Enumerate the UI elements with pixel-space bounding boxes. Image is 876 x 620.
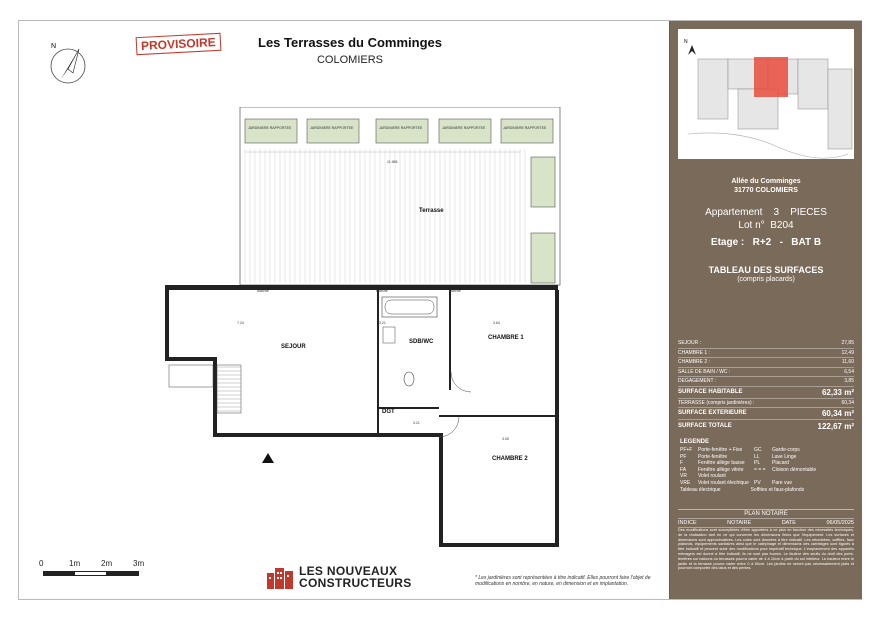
planter-top-4	[439, 119, 491, 143]
legend-title: LEGENDE	[680, 439, 710, 445]
planter-label-2: JARDINIERE RAPPORTEE	[310, 126, 354, 130]
bat-sep: -	[779, 237, 783, 248]
legend-grid: PF+F Porte-fenêtre + Fixe GC Garde-corps PF Porte-fenêtre LL Lave Linge F Fenêtre allège basse PL Placard FA Fenêtre allège vitrée = = = Cloison démontable VR Volet roulant VRE Volet roulant électrique PV Pare vue	[680, 447, 817, 486]
pieces-label: PIECES	[790, 207, 827, 218]
dim-sejour: 7.24	[237, 321, 244, 325]
scale-label-1: 1m	[69, 559, 81, 568]
door-chambre1	[451, 372, 471, 392]
surface-row: SEJOUR : 27,85	[678, 339, 854, 349]
room-label-terrasse: Terrasse	[419, 208, 444, 214]
terrasse-row: TERRASSE (compris jardinières) : 60,34	[678, 399, 854, 409]
surfaces-subtitle: (compris placards)	[737, 276, 795, 283]
marche-label-2: Marche	[376, 289, 388, 293]
lot-value: B204	[770, 220, 794, 231]
scale-label-2: 2m	[101, 559, 113, 568]
north-label: N	[51, 43, 57, 50]
planter-label-1: JARDINIERE RAPPORTEE	[248, 126, 292, 130]
legend-tableau: Tableau électrique	[680, 487, 721, 493]
scale-graphic	[43, 571, 139, 576]
room-label-dgt: DGT	[382, 409, 395, 415]
surface-habitable-row: SURFACE HABITABLE 62,33 m²	[678, 387, 854, 397]
toilet	[404, 372, 414, 386]
notary-title: PLAN NOTAIRE	[678, 509, 854, 517]
provisional-stamp: PROVISOIRE	[136, 33, 222, 55]
highlighted-lot	[754, 57, 788, 97]
dim-chambre2: 3.05	[502, 437, 509, 441]
building-logo-icon	[267, 565, 293, 589]
surface-row: CHAMBRE 1 : 12,49	[678, 349, 854, 359]
bat-value: BAT B	[791, 237, 822, 248]
dim-sdb: 3.21	[379, 321, 386, 325]
surface-row: CHAMBRE 2 : 11,60	[678, 358, 854, 368]
marche-label-3: Marche	[449, 289, 461, 293]
company-logo	[267, 565, 437, 591]
entrance-marker	[262, 453, 274, 463]
north-arrow-icon	[43, 39, 93, 89]
planter-right-2	[531, 233, 555, 283]
planter-top-5	[501, 119, 553, 143]
room-label-chambre2: CHAMBRE 2	[492, 456, 528, 462]
planter-top-2	[307, 119, 359, 143]
surface-exterieure-row: SURFACE EXTERIEURE 60,34 m²	[678, 409, 854, 418]
planter-label-4: JARDINIERE RAPPORTEE	[442, 126, 486, 130]
project-title: Les Terrasses du Comminges	[258, 35, 442, 50]
marche-label-1: Marche	[257, 289, 269, 293]
lot-label: Lot n°	[738, 220, 765, 231]
storage	[217, 365, 241, 413]
surface-totale-row: SURFACE TOTALE 122,67 m²	[678, 422, 854, 431]
info-panel	[669, 21, 862, 599]
surface-row: SALLE DE BAIN / WC : 6,54	[678, 368, 854, 378]
planter-label-5: JARDINIERE RAPPORTEE	[503, 126, 547, 130]
etage-line	[670, 237, 862, 248]
address-block	[670, 177, 862, 195]
appartement-value: 3	[773, 207, 780, 218]
planter-label-3: JARDINIERE RAPPORTEE	[379, 126, 423, 130]
dim-chambre1: 3.64	[493, 321, 500, 325]
scale-label-0: 0	[39, 559, 44, 568]
room-label-chambre1: CHAMBRE 1	[488, 335, 524, 341]
legend	[678, 439, 854, 495]
logo-line2: CONSTRUCTEURS	[299, 576, 412, 590]
appartement-label: Appartement	[705, 207, 763, 218]
surfaces-table	[678, 339, 854, 433]
lot-line	[670, 220, 862, 231]
surfaces-title: TABLEAU DES SURFACES	[708, 265, 824, 275]
etage-value: R+2	[752, 237, 772, 248]
notary-row: INDICE NOTAIRE DATE 06/05/2025	[678, 520, 854, 526]
address-line2: 31770 COLOMIERS	[734, 187, 798, 194]
keymap-north: N	[684, 39, 688, 45]
location-keymap	[678, 29, 854, 159]
legend-extra	[678, 486, 854, 495]
legal-notes: Des modifications sont susceptibles d'être apportées à ce plan en fonction des nécessités techniques, de la réalisation tant en ce qui concerne les dimensions finies que l'équipement. Les surfaces et dimensions sont approximatives. Les cotes sont données à titre indicatif. Les retombées, soffites, faux plafonds, équipements sanitaires ainsi que le calepinage et dimensions des carrelages sont figurés à titre indicatif et peuvent subir des modifications pour impératif technique. L'emplacement des appareils ménagers est donné à titre indicatif, ils ne sont pas fournis. Le fauteur des seuils du droit des porte-fenêtres sur balcons ou terrasses pourra varier de 4 à 10cm à partir du sol intérieur. La hauteur entre le jardin et la terrasse pourra varier entre 0 à 60cm. Les jardins ne seront pas nécessairement plats et pourront comporter des talus et des pentes.	[678, 528, 854, 571]
floor-plan	[149, 107, 579, 547]
legend-soffites: Soffites et faux-plafonds	[750, 487, 805, 493]
sink	[383, 327, 395, 343]
project-city: COLOMIERS	[316, 54, 383, 66]
plan-sheet	[18, 20, 862, 600]
planter-top-1	[245, 119, 297, 143]
kitchen-counter	[169, 365, 213, 387]
appartement-line	[670, 207, 862, 218]
planter-right-1	[531, 157, 555, 207]
notary-block	[678, 509, 854, 528]
dim-terrace-width: 11.965	[387, 160, 398, 164]
logo-line1: LES NOUVEAUX	[299, 564, 398, 578]
address-line1: Allée du Comminges	[731, 178, 801, 185]
etage-label: Etage :	[710, 237, 745, 248]
scale-bar	[39, 559, 159, 583]
disclaimer: * Les jardinières sont représentées à titre indicatif. Elles pourront faire l'objet de modifications en nombre, en nature, en dimension et en implantation.	[475, 575, 651, 587]
scale-label-3: 3m	[133, 559, 145, 568]
surface-row: DEGAGEMENT : 3,85	[678, 377, 854, 387]
planter-top-3	[376, 119, 428, 143]
dim-dgt: 3.21	[413, 421, 420, 425]
room-label-sejour: SEJOUR	[281, 344, 306, 350]
room-label-sdb: SDB/WC	[409, 339, 434, 345]
